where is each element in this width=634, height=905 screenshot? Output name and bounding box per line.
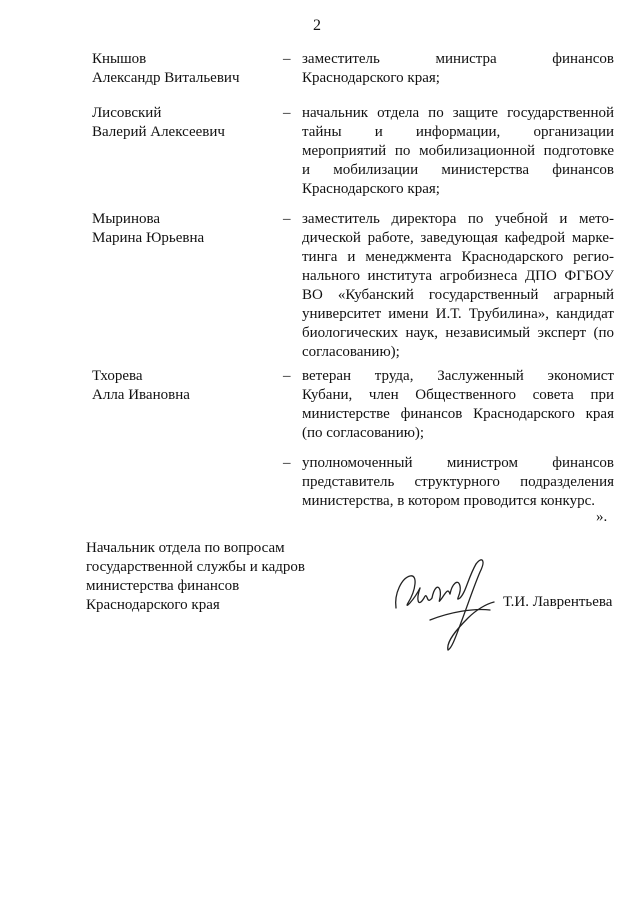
member-given-names: Марина Юрьевна bbox=[92, 230, 205, 246]
role-line: (по согласованию); bbox=[302, 425, 425, 441]
role-line: ВО «Кубанский государственный аграрный bbox=[302, 287, 614, 303]
member-given-names: Алла Ивановна bbox=[92, 387, 190, 403]
signatory-title bbox=[86, 539, 326, 615]
list-dash: – bbox=[283, 105, 291, 121]
role-line: заместитель министра финансов bbox=[302, 51, 614, 67]
list-dash: – bbox=[283, 51, 291, 67]
role-line: дической работе, заведующая кафедрой марке- bbox=[302, 230, 614, 246]
role-line: тайны и информации, организации bbox=[302, 124, 614, 140]
signatory-title-line: министерства финансов bbox=[86, 578, 240, 594]
member-surname: Кнышов bbox=[92, 51, 147, 67]
role-line: биологических наук, независимый эксперт (по bbox=[302, 325, 614, 341]
member-role bbox=[302, 210, 614, 362]
role-line: нального института агробизнеса ДПО ФГБОУ bbox=[302, 268, 614, 284]
member-given-names: Александр Витальевич bbox=[92, 70, 240, 86]
role-line: Краснодарского края; bbox=[302, 70, 440, 86]
role-line: министерстве финансов Краснодарского края bbox=[302, 406, 614, 422]
role-line: и мобилизации министерства финансов bbox=[302, 162, 614, 178]
role-line: представитель структурного подразделения bbox=[302, 474, 614, 490]
member-role bbox=[302, 50, 614, 88]
role-line: тинга и менеджмента Краснодарского регио- bbox=[302, 249, 614, 265]
signatory-title-line: государственной службы и кадров bbox=[86, 559, 305, 575]
member-surname: Тхорева bbox=[92, 368, 143, 384]
role-line: согласованию); bbox=[302, 344, 400, 360]
member-role bbox=[302, 367, 614, 443]
role-line: уполномоченный министром финансов bbox=[302, 455, 614, 471]
role-line: университет имени И.Т. Трубилина», кандидат bbox=[302, 306, 614, 322]
role-line: мероприятий по мобилизационной подготовке bbox=[302, 143, 614, 159]
role-line: министерства, в котором проводится конкурс. bbox=[302, 493, 595, 509]
list-dash: – bbox=[283, 211, 291, 227]
member-name bbox=[92, 50, 272, 88]
closing-quote: ». bbox=[596, 509, 608, 525]
member-name bbox=[92, 104, 272, 142]
role-line: начальник отдела по защите государственной bbox=[302, 105, 614, 121]
role-line: заместитель директора по учебной и мето- bbox=[302, 211, 614, 227]
member-surname: Лисовский bbox=[92, 105, 162, 121]
list-dash: – bbox=[283, 455, 291, 471]
member-role bbox=[302, 454, 614, 511]
member-role bbox=[302, 104, 614, 199]
handwritten-signature bbox=[390, 548, 505, 653]
signatory-title-line: Краснодарского края bbox=[86, 597, 220, 613]
signatory-title-line: Начальник отдела по вопросам bbox=[86, 540, 285, 556]
member-name bbox=[92, 367, 272, 405]
role-line: Кубани, член Общественного совета при bbox=[302, 387, 614, 403]
signatory-name: Т.И. Лаврентьева bbox=[503, 594, 613, 610]
member-surname: Мыринова bbox=[92, 211, 161, 227]
role-line: Краснодарского края; bbox=[302, 181, 440, 197]
member-name bbox=[92, 210, 272, 248]
list-dash: – bbox=[283, 368, 291, 384]
member-given-names: Валерий Алексеевич bbox=[92, 124, 225, 140]
role-line: ветеран труда, Заслуженный экономист bbox=[302, 368, 614, 384]
page-number: 2 bbox=[313, 17, 321, 34]
